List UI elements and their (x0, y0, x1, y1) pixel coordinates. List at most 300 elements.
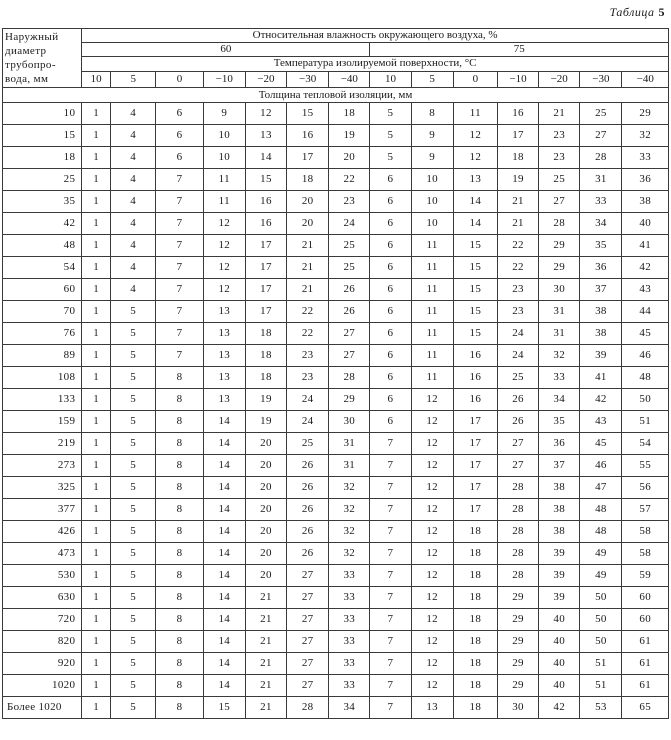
thickness-cell: 38 (622, 191, 669, 213)
table-row (3, 301, 669, 323)
thickness-cell: 29 (539, 235, 580, 257)
thickness-cell: 14 (203, 675, 245, 697)
thickness-cell: 1 (82, 631, 111, 653)
thickness-cell: 49 (580, 543, 622, 565)
thickness-cell: 36 (580, 257, 622, 279)
thickness-cell: 14 (203, 543, 245, 565)
thickness-cell: 60 (622, 587, 669, 609)
thickness-cell: 8 (411, 103, 453, 125)
thickness-cell: 33 (622, 147, 669, 169)
thickness-cell: 17 (453, 433, 497, 455)
thickness-cell: 11 (411, 257, 453, 279)
temperature-header: −40 (329, 71, 370, 87)
thickness-cell: 47 (580, 477, 622, 499)
thickness-cell: 15 (453, 279, 497, 301)
thickness-cell: 5 (111, 609, 156, 631)
thickness-cell: 7 (370, 609, 411, 631)
humidity-group-60: 60 (82, 42, 370, 56)
thickness-cell: 14 (203, 411, 245, 433)
table-row (3, 433, 669, 455)
thickness-cell: 6 (156, 147, 203, 169)
thickness-cell: 1 (82, 257, 111, 279)
thickness-cell: 45 (580, 433, 622, 455)
diameter-cell: 630 (3, 587, 82, 609)
thickness-cell: 18 (245, 323, 286, 345)
thickness-cell: 1 (82, 169, 111, 191)
thickness-cell: 5 (111, 345, 156, 367)
thickness-cell: 1 (82, 675, 111, 697)
thickness-cell: 29 (497, 653, 538, 675)
thickness-cell: 18 (453, 653, 497, 675)
thickness-cell: 65 (622, 697, 669, 719)
thickness-cell: 5 (111, 323, 156, 345)
thickness-cell: 26 (497, 411, 538, 433)
diameter-cell: 1020 (3, 675, 82, 697)
thickness-cell: 16 (453, 345, 497, 367)
thickness-cell: 14 (203, 609, 245, 631)
thickness-cell: 29 (622, 103, 669, 125)
thickness-cell: 8 (156, 697, 203, 719)
thickness-cell: 61 (622, 653, 669, 675)
thickness-cell: 1 (82, 389, 111, 411)
thickness-cell: 27 (287, 565, 329, 587)
thickness-cell: 23 (287, 345, 329, 367)
thickness-cell: 21 (287, 257, 329, 279)
diameter-cell: 10 (3, 103, 82, 125)
thickness-cell: 61 (622, 631, 669, 653)
thickness-cell: 39 (539, 565, 580, 587)
thickness-cell: 16 (453, 367, 497, 389)
thickness-cell: 26 (287, 499, 329, 521)
thickness-cell: 5 (111, 587, 156, 609)
thickness-cell: 25 (329, 235, 370, 257)
thickness-cell: 46 (580, 455, 622, 477)
thickness-cell: 7 (156, 323, 203, 345)
thickness-cell: 6 (156, 125, 203, 147)
thickness-cell: 24 (287, 389, 329, 411)
thickness-cell: 8 (156, 389, 203, 411)
diameter-cell: 273 (3, 455, 82, 477)
thickness-cell: 12 (453, 125, 497, 147)
thickness-cell: 1 (82, 653, 111, 675)
thickness-cell: 12 (411, 433, 453, 455)
thickness-cell: 18 (453, 631, 497, 653)
thickness-cell: 16 (453, 389, 497, 411)
thickness-cell: 23 (539, 125, 580, 147)
thickness-cell: 31 (539, 301, 580, 323)
thickness-cell: 18 (329, 103, 370, 125)
thickness-cell: 1 (82, 697, 111, 719)
table-row (3, 565, 669, 587)
thickness-cell: 18 (453, 565, 497, 587)
thickness-cell: 17 (287, 147, 329, 169)
thickness-cell: 27 (287, 631, 329, 653)
thickness-cell: 22 (287, 323, 329, 345)
thickness-cell: 12 (411, 499, 453, 521)
thickness-cell: 27 (287, 609, 329, 631)
diameter-cell: 159 (3, 411, 82, 433)
thickness-cell: 1 (82, 323, 111, 345)
thickness-cell: 41 (622, 235, 669, 257)
thickness-cell: 5 (111, 631, 156, 653)
thickness-cell: 55 (622, 455, 669, 477)
temperature-header: −40 (622, 71, 669, 87)
thickness-cell: 30 (497, 697, 538, 719)
table-row (3, 411, 669, 433)
thickness-cell: 14 (453, 191, 497, 213)
thickness-cell: 43 (622, 279, 669, 301)
thickness-cell: 59 (622, 565, 669, 587)
thickness-cell: 24 (497, 323, 538, 345)
thickness-cell: 42 (580, 389, 622, 411)
thickness-cell: 10 (203, 125, 245, 147)
thickness-cell: 33 (329, 631, 370, 653)
thickness-cell: 12 (411, 675, 453, 697)
thickness-cell: 50 (622, 389, 669, 411)
thickness-cell: 57 (622, 499, 669, 521)
thickness-cell: 50 (580, 631, 622, 653)
thickness-cell: 14 (245, 147, 286, 169)
thickness-cell: 14 (203, 653, 245, 675)
thickness-cell: 6 (370, 257, 411, 279)
thickness-cell: 42 (622, 257, 669, 279)
temperature-header: −30 (287, 71, 329, 87)
thickness-cell: 12 (411, 521, 453, 543)
thickness-cell: 11 (411, 279, 453, 301)
table-row (3, 147, 669, 169)
thickness-cell: 4 (111, 235, 156, 257)
thickness-cell: 13 (203, 301, 245, 323)
temperature-title: Температура изолируемой поверхности, °С (82, 56, 669, 71)
diameter-cell: 60 (3, 279, 82, 301)
thickness-cell: 23 (497, 279, 538, 301)
thickness-cell: 32 (329, 521, 370, 543)
thickness-cell: 19 (497, 169, 538, 191)
table-row (3, 389, 669, 411)
thickness-cell: 8 (156, 675, 203, 697)
thickness-cell: 12 (411, 587, 453, 609)
thickness-cell: 4 (111, 147, 156, 169)
thickness-cell: 38 (580, 323, 622, 345)
thickness-cell: 21 (539, 103, 580, 125)
thickness-cell: 17 (245, 279, 286, 301)
thickness-cell: 29 (329, 389, 370, 411)
diameter-cell: 473 (3, 543, 82, 565)
thickness-cell: 8 (156, 433, 203, 455)
diameter-cell: 70 (3, 301, 82, 323)
thickness-cell: 7 (370, 675, 411, 697)
thickness-cell: 7 (156, 301, 203, 323)
humidity-title: Относительная влажность окружающего воздуха, % (82, 29, 669, 43)
table-row (3, 323, 669, 345)
thickness-cell: 5 (111, 301, 156, 323)
thickness-cell: 39 (539, 543, 580, 565)
thickness-cell: 29 (497, 609, 538, 631)
diameter-cell: 76 (3, 323, 82, 345)
thickness-cell: 41 (580, 367, 622, 389)
thickness-cell: 10 (203, 147, 245, 169)
humidity-group-75: 75 (370, 42, 669, 56)
thickness-cell: 20 (287, 213, 329, 235)
table-row (3, 631, 669, 653)
thickness-cell: 11 (411, 323, 453, 345)
thickness-cell: 13 (453, 169, 497, 191)
thickness-cell: 37 (539, 455, 580, 477)
thickness-cell: 21 (497, 213, 538, 235)
thickness-cell: 5 (111, 521, 156, 543)
thickness-cell: 15 (453, 235, 497, 257)
thickness-cell: 19 (245, 411, 286, 433)
thickness-cell: 21 (287, 279, 329, 301)
thickness-cell: 18 (453, 675, 497, 697)
caption-word: Таблица (609, 5, 655, 19)
thickness-cell: 20 (245, 499, 286, 521)
thickness-cell: 18 (245, 367, 286, 389)
thickness-cell: 7 (370, 455, 411, 477)
thickness-cell: 15 (245, 169, 286, 191)
thickness-cell: 51 (622, 411, 669, 433)
temperature-header: −30 (580, 71, 622, 87)
table-row (3, 257, 669, 279)
thickness-cell: 15 (203, 697, 245, 719)
thickness-cell: 1 (82, 147, 111, 169)
table-row (3, 103, 669, 125)
thickness-cell: 5 (111, 389, 156, 411)
thickness-cell: 31 (539, 323, 580, 345)
thickness-cell: 36 (622, 169, 669, 191)
thickness-cell: 5 (370, 147, 411, 169)
thickness-cell: 12 (411, 477, 453, 499)
thickness-cell: 18 (453, 521, 497, 543)
thickness-cell: 23 (329, 191, 370, 213)
thickness-cell: 29 (539, 257, 580, 279)
thickness-cell: 12 (411, 653, 453, 675)
thickness-cell: 6 (370, 411, 411, 433)
thickness-cell: 18 (453, 697, 497, 719)
thickness-cell: 25 (329, 257, 370, 279)
thickness-cell: 22 (497, 257, 538, 279)
diameter-cell: 133 (3, 389, 82, 411)
thickness-cell: 19 (329, 125, 370, 147)
thickness-cell: 5 (111, 499, 156, 521)
thickness-cell: 5 (370, 125, 411, 147)
thickness-cell: 4 (111, 279, 156, 301)
thickness-cell: 24 (287, 411, 329, 433)
thickness-cell: 33 (329, 675, 370, 697)
thickness-cell: 34 (580, 213, 622, 235)
diameter-cell: 48 (3, 235, 82, 257)
temperature-header: 5 (411, 71, 453, 87)
thickness-cell: 50 (580, 587, 622, 609)
thickness-cell: 7 (370, 587, 411, 609)
thickness-cell: 12 (453, 147, 497, 169)
thickness-cell: 1 (82, 367, 111, 389)
thickness-cell: 11 (453, 103, 497, 125)
diameter-cell: 25 (3, 169, 82, 191)
insulation-thickness-table (2, 28, 669, 719)
thickness-cell: 22 (329, 169, 370, 191)
thickness-cell: 4 (111, 191, 156, 213)
thickness-cell: 6 (370, 301, 411, 323)
thickness-cell: 13 (203, 367, 245, 389)
thickness-cell: 20 (287, 191, 329, 213)
thickness-cell: 32 (622, 125, 669, 147)
temperature-header: 0 (453, 71, 497, 87)
thickness-cell: 7 (156, 235, 203, 257)
thickness-cell: 45 (622, 323, 669, 345)
thickness-cell: 5 (111, 565, 156, 587)
thickness-cell: 7 (370, 697, 411, 719)
thickness-cell: 56 (622, 477, 669, 499)
temperature-header: 10 (370, 71, 411, 87)
thickness-cell: 12 (411, 565, 453, 587)
thickness-cell: 7 (156, 257, 203, 279)
thickness-cell: 1 (82, 345, 111, 367)
thickness-cell: 5 (111, 697, 156, 719)
thickness-cell: 33 (329, 653, 370, 675)
thickness-cell: 6 (156, 103, 203, 125)
thickness-cell: 27 (539, 191, 580, 213)
thickness-cell: 25 (539, 169, 580, 191)
thickness-cell: 11 (411, 235, 453, 257)
thickness-cell: 58 (622, 543, 669, 565)
thickness-cell: 51 (580, 675, 622, 697)
thickness-cell: 14 (203, 587, 245, 609)
temperature-header: 0 (156, 71, 203, 87)
thickness-cell: 1 (82, 455, 111, 477)
thickness-cell: 6 (370, 191, 411, 213)
thickness-cell: 6 (370, 345, 411, 367)
thickness-cell: 17 (245, 301, 286, 323)
diameter-cell: Более 1020 (3, 697, 82, 719)
thickness-cell: 48 (622, 367, 669, 389)
thickness-cell: 16 (245, 213, 286, 235)
thickness-cell: 23 (539, 147, 580, 169)
thickness-cell: 24 (329, 213, 370, 235)
thickness-cell: 21 (245, 587, 286, 609)
thickness-cell: 1 (82, 235, 111, 257)
thickness-cell: 5 (111, 455, 156, 477)
thickness-cell: 6 (370, 389, 411, 411)
thickness-cell: 1 (82, 565, 111, 587)
thickness-cell: 9 (411, 147, 453, 169)
thickness-cell: 1 (82, 433, 111, 455)
thickness-cell: 6 (370, 367, 411, 389)
thickness-cell: 6 (370, 323, 411, 345)
thickness-cell: 25 (287, 433, 329, 455)
thickness-cell: 26 (329, 301, 370, 323)
thickness-cell: 1 (82, 411, 111, 433)
thickness-cell: 26 (287, 521, 329, 543)
thickness-cell: 31 (329, 455, 370, 477)
thickness-cell: 27 (287, 653, 329, 675)
thickness-cell: 25 (497, 367, 538, 389)
thickness-cell: 6 (370, 213, 411, 235)
thickness-cell: 7 (370, 565, 411, 587)
thickness-cell: 35 (580, 235, 622, 257)
thickness-cell: 9 (203, 103, 245, 125)
thickness-cell: 27 (287, 587, 329, 609)
thickness-cell: 29 (497, 675, 538, 697)
thickness-cell: 21 (245, 675, 286, 697)
thickness-cell: 8 (156, 521, 203, 543)
thickness-cell: 7 (156, 213, 203, 235)
thickness-cell: 12 (203, 257, 245, 279)
thickness-cell: 40 (539, 609, 580, 631)
thickness-cell: 1 (82, 279, 111, 301)
thickness-cell: 40 (539, 675, 580, 697)
table-row (3, 499, 669, 521)
thickness-cell: 34 (539, 389, 580, 411)
thickness-cell: 16 (245, 191, 286, 213)
thickness-cell: 20 (245, 521, 286, 543)
thickness-cell: 20 (245, 433, 286, 455)
thickness-cell: 28 (539, 213, 580, 235)
thickness-cell: 49 (580, 565, 622, 587)
thickness-cell: 1 (82, 103, 111, 125)
thickness-cell: 15 (287, 103, 329, 125)
thickness-cell: 14 (453, 213, 497, 235)
thickness-cell: 28 (497, 521, 538, 543)
thickness-cell: 8 (156, 499, 203, 521)
thickness-cell: 11 (411, 345, 453, 367)
thickness-cell: 1 (82, 543, 111, 565)
thickness-cell: 5 (111, 367, 156, 389)
table-row (3, 455, 669, 477)
thickness-cell: 26 (287, 455, 329, 477)
thickness-cell: 14 (203, 565, 245, 587)
thickness-cell: 7 (370, 499, 411, 521)
thickness-cell: 14 (203, 477, 245, 499)
thickness-cell: 17 (497, 125, 538, 147)
thickness-cell: 33 (580, 191, 622, 213)
thickness-cell: 28 (497, 499, 538, 521)
table-body (3, 103, 669, 719)
diameter-cell: 18 (3, 147, 82, 169)
table-row (3, 345, 669, 367)
thickness-cell: 8 (156, 411, 203, 433)
thickness-cell: 53 (580, 697, 622, 719)
thickness-cell: 37 (580, 279, 622, 301)
thickness-cell: 12 (411, 543, 453, 565)
thickness-cell: 22 (287, 301, 329, 323)
table-row (3, 125, 669, 147)
thickness-cell: 26 (287, 543, 329, 565)
thickness-cell: 12 (203, 279, 245, 301)
thickness-cell: 7 (156, 169, 203, 191)
thickness-cell: 27 (329, 323, 370, 345)
table-row (3, 477, 669, 499)
table-row (3, 235, 669, 257)
thickness-cell: 6 (370, 169, 411, 191)
thickness-cell: 31 (329, 433, 370, 455)
thickness-cell: 14 (203, 631, 245, 653)
thickness-cell: 7 (370, 631, 411, 653)
thickness-cell: 1 (82, 477, 111, 499)
thickness-cell: 16 (497, 103, 538, 125)
thickness-cell: 17 (245, 257, 286, 279)
thickness-cell: 38 (539, 521, 580, 543)
thickness-cell: 18 (245, 345, 286, 367)
thickness-cell: 7 (370, 433, 411, 455)
thickness-cell: 30 (329, 411, 370, 433)
thickness-cell: 28 (329, 367, 370, 389)
temperature-header: −10 (497, 71, 538, 87)
temperature-header: −10 (203, 71, 245, 87)
thickness-cell: 20 (245, 565, 286, 587)
thickness-cell: 27 (329, 345, 370, 367)
thickness-cell: 18 (287, 169, 329, 191)
